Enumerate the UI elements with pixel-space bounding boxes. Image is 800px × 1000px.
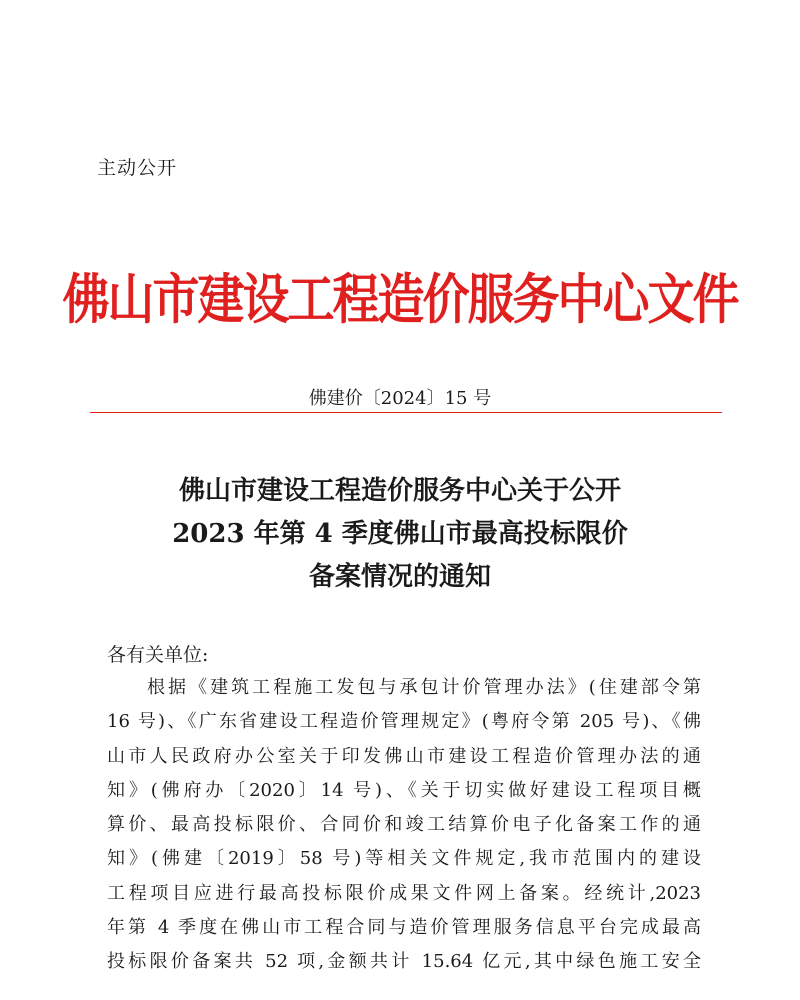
body-line: 年第 4 季度在佛山市工程合同与造价管理服务信息平台完成最高 xyxy=(107,917,701,939)
body-line: 山市人民政府办公室关于印发佛山市建设工程造价管理办法的通 xyxy=(107,745,701,767)
body-line: 投标限价备案共 52 项,金额共计 15.64 亿元,其中绿色施工安全 xyxy=(107,951,701,973)
body-line: 工程项目应进行最高投标限价成果文件网上备案。经统计,2023 xyxy=(107,882,701,904)
disclosure-label: 主动公开 xyxy=(97,157,178,179)
body-line: 知》(佛府办〔2020〕14 号)、《关于切实做好建设工程项目概 xyxy=(107,779,701,801)
body-line: 根据《建筑工程施工发包与承包计价管理办法》(住建部令第 xyxy=(147,677,701,698)
title-line: 2023 年第 4 季度佛山市最高投标限价 xyxy=(172,519,628,549)
document-number: 佛建价〔2024〕15 号 xyxy=(308,388,492,409)
body-line: 16 号)、《广东省建设工程造价管理规定》(粤府令第 205 号)、《佛 xyxy=(107,711,701,733)
title-line: 备案情况的通知 xyxy=(308,562,491,592)
document-masthead: 佛山市建设工程造价服务中心文件 xyxy=(62,268,738,332)
body-line: 知》(佛建〔2019〕58 号)等相关文件规定,我市范围内的建设 xyxy=(107,848,701,870)
body-paragraph xyxy=(107,671,701,980)
title-line: 佛山市建设工程造价服务中心关于公开 xyxy=(178,476,621,506)
masthead-divider xyxy=(90,412,722,413)
salutation: 各有关单位: xyxy=(107,644,209,666)
body-line: 算价、最高投标限价、合同价和竣工结算价电子化备案工作的通 xyxy=(107,814,701,836)
document-title xyxy=(0,470,800,599)
